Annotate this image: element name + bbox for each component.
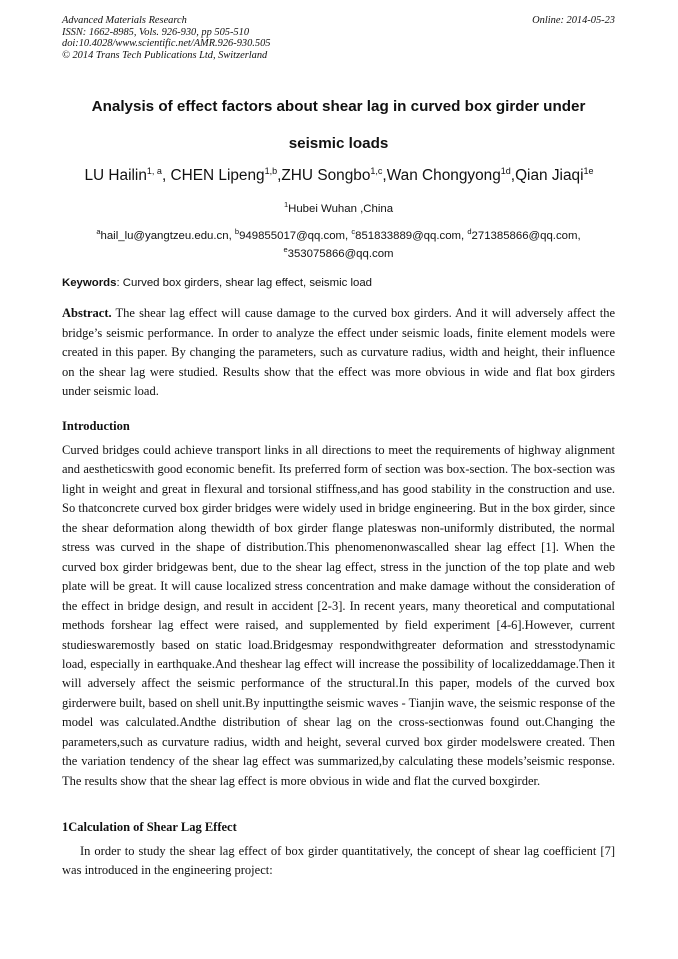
author-list (40, 166, 638, 186)
author-sup: 1e (583, 166, 594, 176)
affiliation-text: Hubei Wuhan ,China (288, 203, 394, 215)
email-address: 271385866@qq.com, (471, 230, 581, 242)
abstract (62, 304, 615, 402)
abstract-label: Abstract. (62, 306, 112, 320)
author-name: Qian Jiaqi (515, 167, 584, 184)
author-sup: 1d (500, 166, 511, 176)
email-address: 851833889@qq.com, (355, 230, 468, 242)
email-sup: d (467, 227, 472, 236)
author-name: ZHU Songbo (281, 167, 371, 184)
email-address: 949855017@qq.com, (239, 230, 352, 242)
author-name: LU Hailin (84, 167, 147, 184)
introduction-text: Curved bridges could achieve transport links in all directions to meet the requirements of highway alignment and aestheticswith good economic benefit. Its preferred form of section was box-section. The box-section was light in weight and great in flexural and torsional stiffness,and has good stability in the construction and use. So thatconcrete curved box girder bridges were widely used in bridge engineering. But in the box girder, since the shear deformation along thewidth of box girder flange plateswas non-uniformly distributed, the normal stress was curved in the shape of distribution.This phenomenonwascalled shear lag effect [1]. When the curved box girder bridgewas bent, due to the shear lag effect, stress in the junction of the top plate and web plate will be great. It will cause localized stress concentration and make damage without the consideration of the effect in bridge design, and result in accident [2-3]. In recent years, many theoretical and computational methods forshear lag effect were raised, and supplemented by field experiment [4-6].However, current studieswaremostly based on static load.Bridgesmay respondwithgreater deformation and stresstodynamic load, especially in earthquake.And theshear lag effect will increase the possibility of localizeddamage.Then it will adversely affect the seismic performance of the structural.In this paper, models of the curved box girderwere built, based on shell unit.By inputtingthe seismic waves - Tianjin wave, the seismic response of the model was calculated.Andthe distribution of shear lag on the cross-sectionwas found out.Changing the parameters,such as curvature radius, width and height, several curved box girder modelswere created. Then the variation tendency of the shear lag effect was summarized,by calculating these models’seismic response. The results show that the shear lag effect is more obvious in wide and flat the curved boxgirder. (62, 443, 615, 788)
introduction-heading: Introduction (62, 419, 130, 433)
journal-header (62, 15, 422, 61)
author-name: CHEN Lipeng (170, 167, 265, 184)
author-name: Wan Chongyong (386, 167, 501, 184)
email-sup: b (234, 227, 240, 236)
online-date: Online: 2014-05-23 (532, 15, 615, 26)
journal-copyright: © 2014 Trans Tech Publications Ltd, Switzerland (62, 49, 268, 61)
keywords-label: Keywords (62, 277, 117, 289)
author-sep: , (510, 167, 516, 184)
section1-heading: 1Calculation of Shear Lag Effect (62, 820, 237, 834)
journal-issn: ISSN: 1662-8985, Vols. 926-930, pp 505-510 (62, 26, 250, 38)
email-sup: a (96, 227, 101, 236)
abstract-text: The shear lag effect will cause damage to the curved box girders. And it will adversely affect the bridge’s seismic performance. In order to analyze the effect under seismic loads, finite element models were created in this paper. By changing the parameters, such as curvature radius, width and height, their influence on the shear lag were studied. Results show that the effect was more obvious in wide and flat box girders under seismic load. (62, 306, 615, 399)
keywords-text: : Curved box girders, shear lag effect, seismic load (116, 277, 373, 289)
paper-title: Analysis of effect factors about shear lag in curved box girder under seismic loads (91, 98, 586, 152)
author-sep: , (277, 167, 282, 184)
author-emails (62, 227, 615, 263)
email-address: hail_lu@yangtzeu.edu.cn, (100, 230, 235, 242)
affiliation (62, 201, 615, 217)
author-sep: , (161, 167, 171, 184)
journal-doi: doi:10.4028/www.scientific.net/AMR.926-930.505 (62, 38, 271, 50)
affiliation-sup: 1 (283, 200, 289, 209)
email-sup: c (351, 227, 356, 236)
email-sup: e (283, 245, 288, 254)
journal-name: Advanced Materials Research (62, 15, 187, 26)
section1-text: In order to study the shear lag effect of box girder quantitatively, the concept of shear lag coefficient [7] was introduced in the engineering project: (62, 844, 615, 878)
keywords (62, 275, 615, 291)
author-sup: 1,c (370, 166, 383, 176)
author-sup: 1,b (264, 166, 278, 176)
author-sup: 1, a (146, 166, 162, 176)
author-sep: , (382, 167, 387, 184)
email-address: 353075866@qq.com (287, 248, 394, 260)
